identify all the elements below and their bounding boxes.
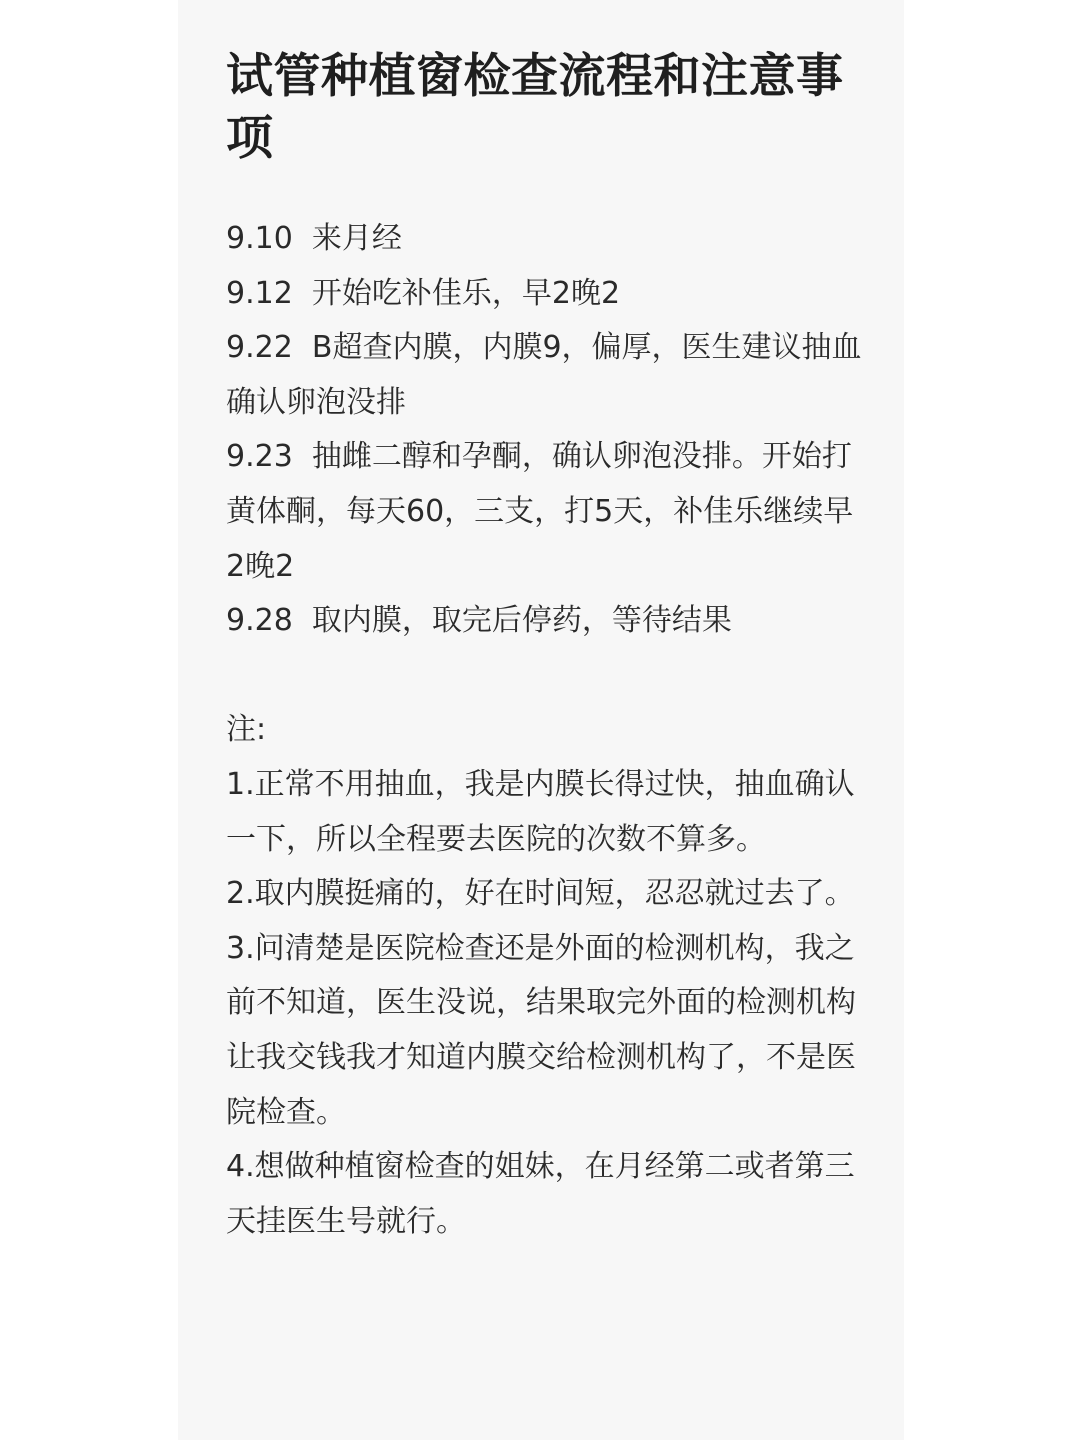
timeline-entry-0923: 9.23 抽雌二醇和孕酮，确认卵泡没排。开始打黄体酮，每天60，三支，打5天，补佳乐继续早2晚2 [226, 439, 854, 584]
note-item-2: 2.取内膜挺痛的，好在时间短，忍忍就过去了。 [226, 876, 855, 912]
note-item-3: 3.问清楚是医院检查还是外面的检测机构，我之前不知道，医生没说，结果取完外面的检测机构让我交钱我才知道内膜交给检测机构了，不是医院检查。 [226, 930, 856, 1130]
timeline-entry-0912: 9.12 开始吃补佳乐，早2晚2 [226, 275, 621, 311]
paragraph-spacer [226, 649, 866, 704]
note-page [178, 0, 904, 1440]
timeline-entry-0928: 9.28 取内膜，取完后停药，等待结果 [226, 603, 732, 639]
note-item-4: 4.想做种植窗检查的姐妹，在月经第二或者第三天挂医生号就行。 [226, 1149, 855, 1239]
timeline-entry-0922: 9.22 B超查内膜，内膜9，偏厚，医生建议抽血确认卵泡没排 [226, 330, 862, 420]
note-content [226, 46, 866, 1249]
note-item-1: 1.正常不用抽血，我是内膜长得过快，抽血确认一下，所以全程要去医院的次数不算多。 [226, 766, 855, 857]
notes-heading: 注: [226, 712, 267, 748]
note-body [226, 212, 866, 1249]
timeline-entry-0910: 9.10 来月经 [226, 221, 402, 256]
page-title: 试管种植窗检查流程和注意事项 [226, 49, 844, 166]
